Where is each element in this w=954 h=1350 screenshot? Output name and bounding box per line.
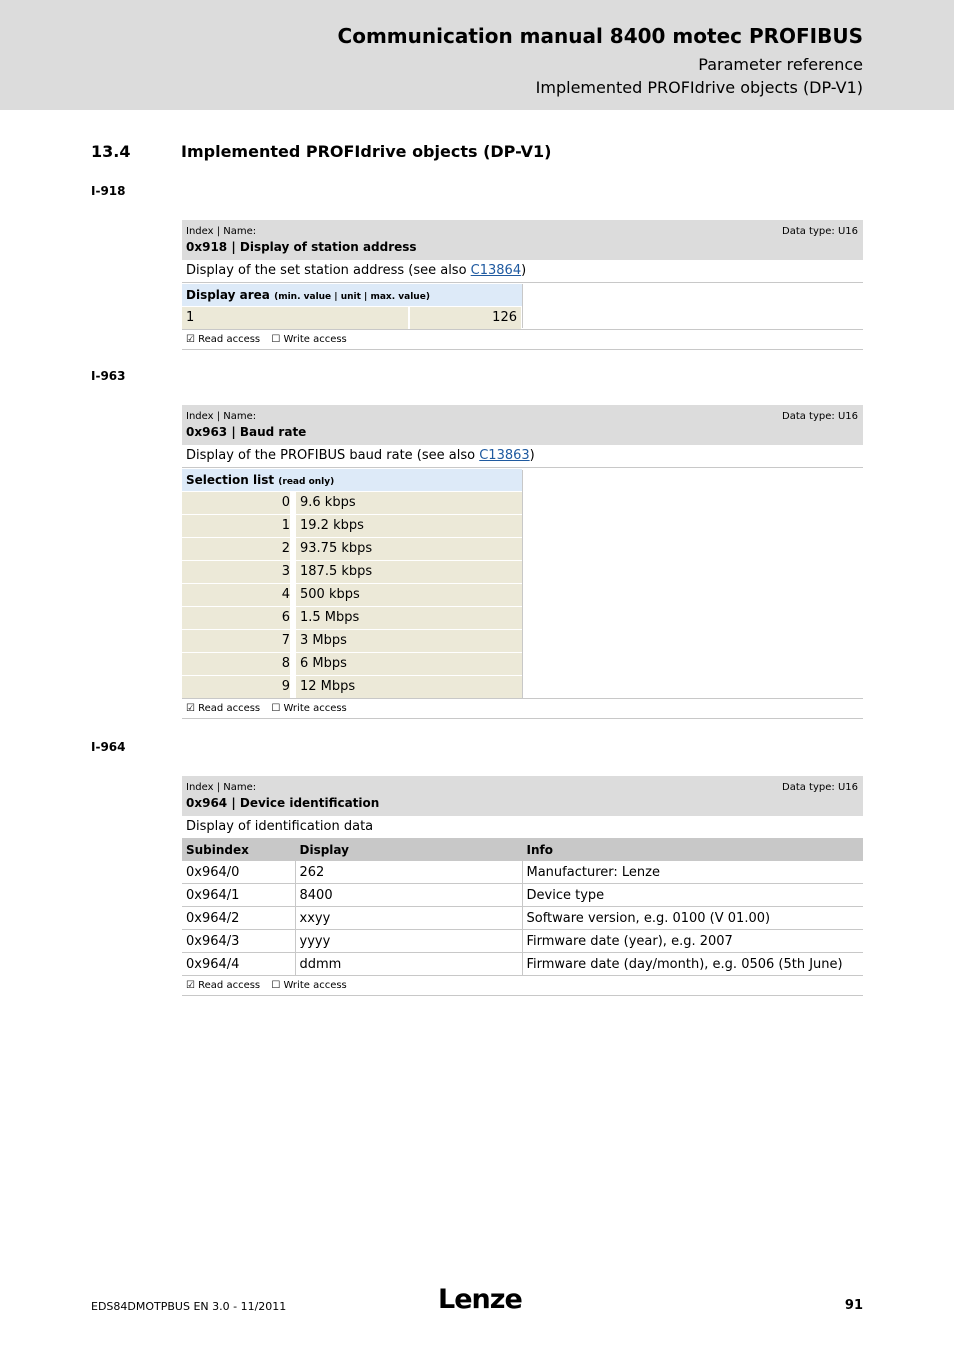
section-running-title: Implemented PROFIdrive objects (DP-V1) [535, 78, 863, 97]
page-number: 91 [844, 1298, 863, 1313]
data-type: Data type: U16 [782, 782, 858, 793]
page-header [0, 0, 954, 110]
parameter-header [182, 220, 863, 260]
index-name-caption: Index | Name: [186, 782, 257, 793]
option-label: 187.5 kbps [296, 561, 522, 583]
selection-option-row [182, 676, 522, 698]
option-value: 4 [182, 584, 290, 606]
display-cell: 262 [295, 861, 522, 884]
option-value: 1 [182, 515, 290, 537]
option-label: 19.2 kbps [296, 515, 522, 537]
write-access: ☐ Write access [271, 980, 347, 991]
info-cell: Software version, e.g. 0100 (V 01.00) [522, 907, 863, 930]
display-area-row [182, 307, 522, 329]
link-c13864[interactable]: C13864 [470, 263, 522, 278]
object-label-963: I-963 [91, 369, 126, 383]
parameter-description: Display of identification data [182, 816, 863, 839]
parameter-name: 0x964 | Device identification [186, 796, 380, 810]
info-cell: Device type [522, 884, 863, 907]
subindex-cell: 0x964/3 [182, 930, 295, 953]
read-access: ☑ Read access [186, 703, 261, 714]
column-header-subindex: Subindex [182, 839, 295, 861]
selection-options [182, 492, 522, 698]
table-row [182, 907, 863, 930]
selection-option-row [182, 607, 522, 629]
document-id: EDS84DMOTPBUS EN 3.0 - 11/2011 [91, 1300, 287, 1313]
option-value: 7 [182, 630, 290, 652]
selection-list-heading: Selection list (read only) [182, 469, 522, 491]
parameter-name: 0x918 | Display of station address [186, 240, 417, 254]
selection-option-row [182, 538, 522, 560]
data-type: Data type: U16 [782, 226, 858, 237]
option-label: 500 kbps [296, 584, 522, 606]
info-cell: Firmware date (year), e.g. 2007 [522, 930, 863, 953]
write-access: ☐ Write access [271, 334, 347, 345]
section-number: 13.4 [91, 142, 131, 161]
selection-option-row [182, 492, 522, 514]
parameter-header [182, 405, 863, 445]
display-cell: xxyy [295, 907, 522, 930]
unit [296, 307, 408, 329]
parameter-box-964 [182, 776, 863, 996]
display-cell: yyyy [295, 930, 522, 953]
data-type: Data type: U16 [782, 411, 858, 422]
table-header-row [182, 839, 863, 861]
parameter-description: Display of the set station address (see also C13864) [182, 260, 863, 283]
chapter-title: Parameter reference [698, 55, 863, 74]
option-value: 2 [182, 538, 290, 560]
info-cell: Manufacturer: Lenze [522, 861, 863, 884]
display-cell: 8400 [295, 884, 522, 907]
selection-option-row [182, 584, 522, 606]
option-label: 12 Mbps [296, 676, 522, 698]
min-value: 1 [182, 307, 298, 329]
parameter-name: 0x963 | Baud rate [186, 425, 307, 439]
read-access: ☑ Read access [186, 980, 261, 991]
object-label-964: I-964 [91, 740, 126, 754]
link-c13863[interactable]: C13863 [479, 448, 530, 463]
option-value: 6 [182, 607, 290, 629]
object-label-918: I-918 [91, 184, 126, 198]
option-label: 9.6 kbps [296, 492, 522, 514]
display-area [182, 283, 863, 329]
column-header-display: Display [295, 839, 522, 861]
section-title: Implemented PROFIdrive objects (DP-V1) [181, 142, 552, 161]
write-access: ☐ Write access [271, 703, 347, 714]
subindex-cell: 0x964/0 [182, 861, 295, 884]
index-name-caption: Index | Name: [186, 411, 257, 422]
index-name-caption: Index | Name: [186, 226, 257, 237]
subindex-cell: 0x964/2 [182, 907, 295, 930]
info-cell: Firmware date (day/month), e.g. 0506 (5th June) [522, 953, 863, 976]
table-row [182, 884, 863, 907]
access-info [182, 329, 863, 350]
table-row [182, 861, 863, 884]
device-identification-table [182, 839, 863, 976]
parameter-box-918 [182, 220, 863, 350]
display-area-heading: Display area (min. value | unit | max. value) [182, 284, 522, 306]
access-info [182, 976, 863, 996]
parameter-box-963 [182, 405, 863, 719]
option-label: 1.5 Mbps [296, 607, 522, 629]
option-value: 9 [182, 676, 290, 698]
selection-option-row [182, 653, 522, 675]
manual-title: Communication manual 8400 motec PROFIBUS [337, 24, 863, 48]
display-cell: ddmm [295, 953, 522, 976]
read-access: ☑ Read access [186, 334, 261, 345]
selection-option-row [182, 515, 522, 537]
option-label: 3 Mbps [296, 630, 522, 652]
selection-option-row [182, 630, 522, 652]
option-value: 3 [182, 561, 290, 583]
option-value: 0 [182, 492, 290, 514]
selection-option-row [182, 561, 522, 583]
max-value: 126 [410, 307, 521, 329]
subindex-cell: 0x964/1 [182, 884, 295, 907]
column-header-info: Info [522, 839, 863, 861]
access-info [182, 698, 863, 719]
parameter-description: Display of the PROFIBUS baud rate (see also C13863) [182, 445, 863, 468]
selection-list [182, 469, 863, 698]
table-row [182, 953, 863, 976]
parameter-header [182, 776, 863, 816]
option-label: 93.75 kbps [296, 538, 522, 560]
lenze-logo: Lenze [438, 1284, 522, 1315]
subindex-cell: 0x964/4 [182, 953, 295, 976]
option-value: 8 [182, 653, 290, 675]
option-label: 6 Mbps [296, 653, 522, 675]
table-row [182, 930, 863, 953]
